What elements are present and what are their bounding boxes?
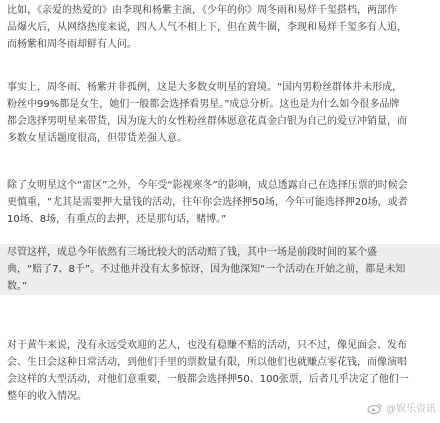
watermark <box>367 400 436 415</box>
text-line: 多数女星话题度很高，但带货差强人意。 <box>7 133 187 144</box>
text-line: 典，“赔了7、8千”。不过他并没有太多惊讶，因为他深知“一个活动在开始之前，都是未知 <box>7 264 406 275</box>
text-line: 10场、8场，有重点的去押，还是那句话，赌博。” <box>7 214 227 225</box>
text-line: 对于黄牛来说，没有永远受欢迎的艺人，也没有稳赚不赔的活动，只不过，像见面会、发布 <box>7 340 407 351</box>
text-line: 比如，《亲爱的热爱的》由李现和杨紫主演，《少年的你》周冬雨和易烊千玺搭档，两部作 <box>7 5 397 16</box>
text-line: 数。” <box>7 281 28 292</box>
highlighted-paragraph <box>0 244 440 295</box>
text-line: 事实上，周冬雨、杨紫并非孤例，这是大多数女明星的窘境。“国内男粉丝群体并未形成， <box>7 82 403 93</box>
text-line: 更慎重，“尤其是需要押大量钱的活动，往年你会选择押50场，今年可能选择押20场，或者 <box>7 197 408 208</box>
text-line: 除了女明星这个“雷区”之外，今年受“影视寒冬”的影响，成总透露自己在选择压票的时候会 <box>7 180 408 191</box>
paragraph-2 <box>7 79 435 147</box>
text-line: 会、生日会这种日常活动，到他们手里的票数量有限，所以他们也就赚点零花钱，而像演唱 <box>7 357 407 368</box>
watermark-text: @娱乐资讯 <box>386 404 436 415</box>
text-line: 都会选择男明星来带货，因为庞大的女性粉丝群体愿意花真金白银为自己的爱豆冲销量，而 <box>7 116 407 127</box>
text-line: 粉丝中99%都是女生，她们一般都会选择看男星。”成总分析。这也是为什么如今很多品牌 <box>7 99 400 110</box>
text-line: 尽管这样，成总今年依然有三场比较大的活动赔了钱，其中一场是前段时间的某个盛 <box>7 247 377 258</box>
paragraph-1 <box>7 2 435 53</box>
text-line: 品爆火后，从网络热度来说，四人人气不相上下，但在黄牛圈，李现和易烊千玺多有人追， <box>7 22 407 33</box>
text-line: 而杨紫和周冬雨却鲜有人问。 <box>7 39 137 50</box>
weibo-icon <box>367 402 383 414</box>
text-line: 整年的收入情况。 <box>7 391 87 402</box>
paragraph-5 <box>7 337 435 405</box>
paragraph-3 <box>7 177 435 228</box>
text-line: 会这样的大型活动，对他们意重要，一般都会选择押50、100张票，后者几乎决定了他们一 <box>7 374 409 385</box>
